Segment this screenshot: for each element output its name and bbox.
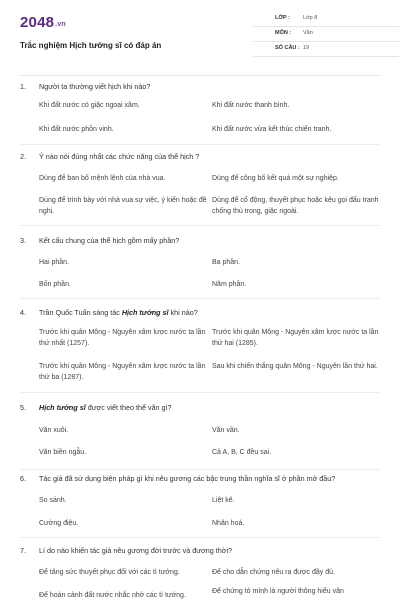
option-a[interactable]: Hai phần. [39,259,69,266]
meta-key: LỚP : [275,15,290,21]
option-a[interactable]: Khi đất nước có giặc ngoại xâm. [39,102,140,109]
question-text: Lí do nào khiến tác giả nêu gương đời trước và đương thời? [39,546,233,555]
meta-row-subject [253,27,399,42]
question-number: 5. [20,403,26,412]
option-a[interactable]: Trước khi quân Mông - Nguyên xâm lược nước ta lần thứ nhất (1257). [39,329,206,347]
option-d[interactable]: Năm phần. [212,281,247,288]
option-b[interactable]: Liệt kê. [212,497,235,504]
option-c[interactable]: Cường điệu. [39,520,79,527]
option-b[interactable]: Khi đất nước thanh bình. [212,102,290,109]
meta-key: MÔN : [275,30,292,36]
option-c[interactable]: Dùng để trình bày với nhà vua sự việc, ý kiến hoặc đề nghị. [39,197,207,215]
option-c[interactable]: Khi đất nước phồn vinh. [39,126,114,133]
option-c[interactable]: Bốn phần. [39,281,71,288]
meta-key: SỐ CÂU : [275,45,300,51]
question-number: 7. [20,546,26,555]
option-c[interactable]: Văn biền ngẫu. [39,449,87,456]
question-text [39,403,172,412]
option-a[interactable]: Văn xuôi. [39,427,69,434]
logo-text: 2048 [20,14,55,31]
meta-table [253,12,399,57]
question-divider [20,537,380,538]
logo-suffix: .vn [55,21,66,28]
header-divider [20,75,380,76]
option-b[interactable]: Ba phần. [212,259,241,266]
header [20,12,380,72]
question-text-end: được viết theo thể văn gì? [85,403,172,412]
meta-row-count [253,42,399,57]
work-title: Hịch tướng sĩ [121,308,169,317]
option-a[interactable]: Để tăng sức thuyết phục đối với các tì tướng. [39,569,180,576]
option-b[interactable]: Văn vần. [212,427,240,434]
question-text [39,308,198,317]
question-text: Tác giả đã sử dụng biện pháp gì khi nêu gương các bậc trung thần nghĩa sĩ ở phần mở đầu? [39,474,336,483]
option-c[interactable]: Để hoàn cảnh đất nước nhắc nhở các tì tướng. [39,592,186,599]
option-b[interactable]: Trước khi quân Mông - Nguyên xâm lược nước ta lần thứ hai (1285). [212,329,379,347]
meta-value: Văn [303,30,313,36]
option-d[interactable]: Nhân hoá. [212,520,245,527]
question-number: 2. [20,152,26,161]
question-number: 6. [20,474,26,483]
work-title: Hịch tướng sĩ [39,403,86,412]
page-title: Trắc nghiệm Hịch tướng sĩ có đáp án [20,41,162,50]
option-d[interactable]: Dùng để cổ động, thuyết phục hoặc kêu gọi đấu tranh chống thù trong, giặc ngoài. [212,197,379,215]
option-d[interactable]: Khi đất nước vừa kết thúc chiến tranh. [212,126,332,133]
question-text-end: khi nào? [168,308,198,317]
site-logo[interactable] [20,14,66,31]
meta-value: 19 [303,45,310,51]
question-divider [20,469,380,470]
meta-value: Lớp 8 [303,15,318,21]
option-c[interactable]: Trước khi quân Mông - Nguyên xâm lược nước ta lần thứ ba (1287). [39,363,206,381]
option-d[interactable]: Sau khi chiến thắng quân Mông - Nguyên lần thứ hai. [212,363,378,370]
question-divider [20,392,380,393]
option-b[interactable]: Dùng để công bố kết quả một sự nghiệp. [212,175,339,182]
question-divider [20,144,380,145]
option-a[interactable]: So sánh. [39,497,67,504]
option-a[interactable]: Dùng để ban bố mệnh lệnh của nhà vua. [39,175,166,182]
question-text: Kết cấu chung của thể hịch gồm mấy phần? [39,236,180,245]
question-text-start: Trần Quốc Tuấn sáng tác [39,308,122,317]
question-divider [20,225,380,226]
option-b[interactable]: Để cho dẫn chứng nêu ra được đầy đủ. [212,569,335,576]
option-d[interactable]: Cả A, B, C đều sai. [212,449,272,456]
option-d[interactable]: Để chứng tỏ mình là người thông hiểu văn [212,588,344,595]
question-text: Ý nào nói đúng nhất các chức năng của thể hịch ? [39,152,200,161]
meta-row-class [253,12,399,27]
question-text: Người ta thường viết hịch khi nào? [39,82,151,91]
question-divider [20,298,380,299]
question-number: 4. [20,308,26,317]
question-number: 3. [20,236,26,245]
question-number: 1. [20,82,26,91]
